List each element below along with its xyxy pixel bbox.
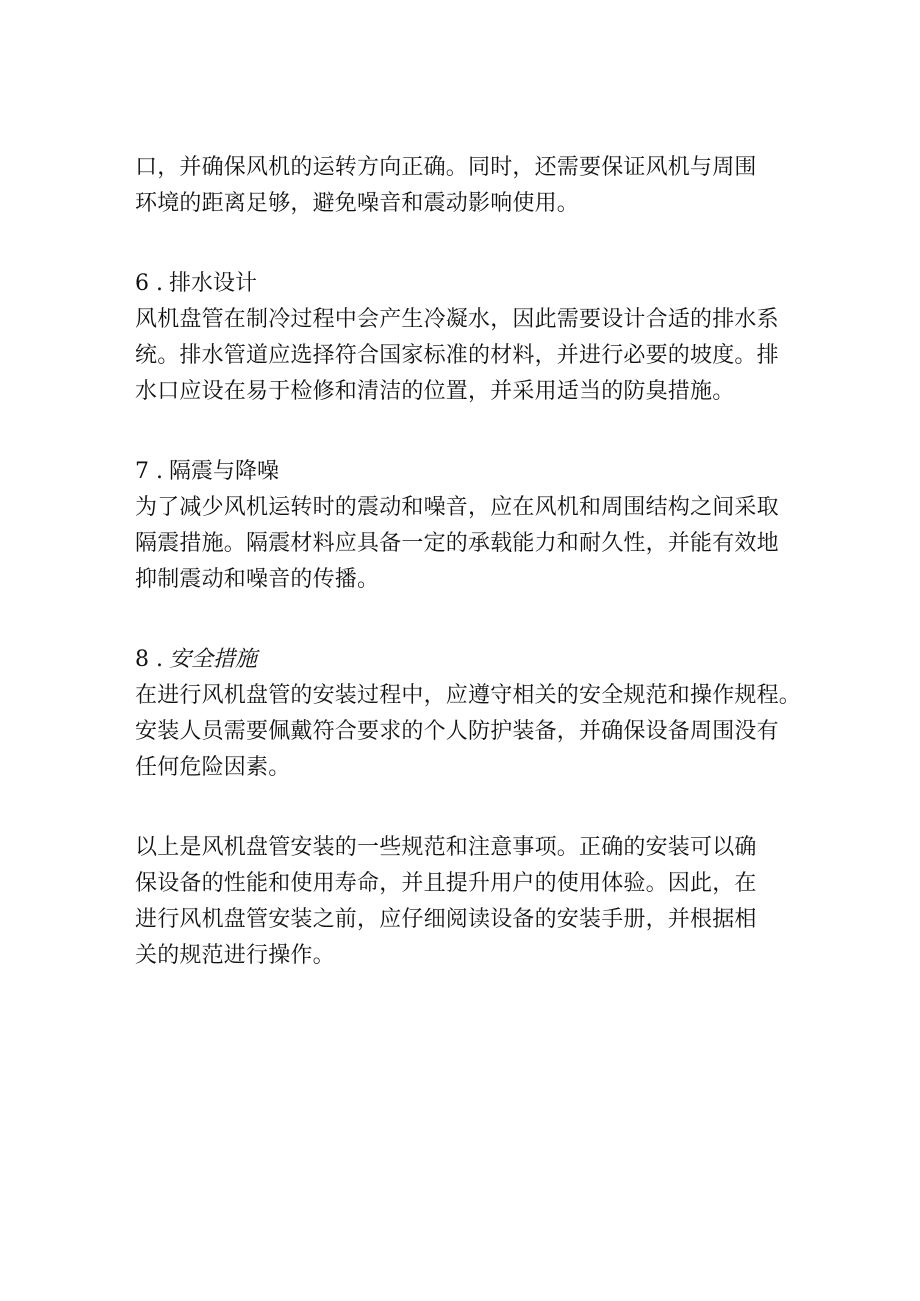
paragraph-line: 任何危险因素。 xyxy=(135,755,291,780)
paragraph-line: 环境的距离足够，避免噪音和震动影响使用。 xyxy=(135,191,580,216)
section-heading-6 xyxy=(135,266,807,302)
paragraph-line: 隔震措施。隔震材料应具备一定的承载能力和耐久性，并能有效地 xyxy=(135,531,779,556)
section-number: 6 . xyxy=(135,271,163,296)
paragraph-line: 以上是风机盘管安装的一些规范和注意事项。正确的安装可以确 xyxy=(135,835,757,860)
paragraph-line: 抑制震动和噪音的传播。 xyxy=(135,567,380,592)
section-title: 安全措施 xyxy=(168,647,257,672)
intro-paragraph xyxy=(135,150,807,222)
section-number: 7 . xyxy=(135,459,163,484)
paragraph-line: 口，并确保风机的运转方向正确。同时，还需要保证风机与周围 xyxy=(135,155,757,180)
section-paragraph-6 xyxy=(135,302,807,410)
paragraph-line: 在进行风机盘管的安装过程中，应遵守相关的安全规范和操作规程。 xyxy=(135,683,802,708)
section-heading-8 xyxy=(135,642,807,678)
paragraph-line: 保设备的性能和使用寿命，并且提升用户的使用体验。因此，在 xyxy=(135,871,757,896)
section-heading-7 xyxy=(135,454,807,490)
paragraph-line: 风机盘管在制冷过程中会产生冷凝水，因此需要设计合适的排水系 xyxy=(135,307,779,332)
paragraph-line: 关的规范进行操作。 xyxy=(135,943,335,968)
section-title: 排水设计 xyxy=(168,271,257,296)
paragraph-line: 统。排水管道应选择符合国家标准的材料，并进行必要的坡度。排 xyxy=(135,343,779,368)
section-title: 隔震与降噪 xyxy=(168,459,279,484)
paragraph-line: 水口应设在易于检修和清洁的位置，并采用适当的防臭措施。 xyxy=(135,379,735,404)
paragraph-line: 为了减少风机运转时的震动和噪音，应在风机和周围结构之间采取 xyxy=(135,495,779,520)
section-paragraph-7 xyxy=(135,490,807,598)
document-body xyxy=(135,150,807,974)
paragraph-line: 安装人员需要佩戴符合要求的个人防护装备，并确保设备周围没有 xyxy=(135,719,779,744)
conclusion-paragraph xyxy=(135,830,807,974)
section-number: 8 . xyxy=(135,647,163,672)
section-paragraph-8 xyxy=(135,678,807,786)
paragraph-line: 进行风机盘管安装之前，应仔细阅读设备的安装手册，并根据相 xyxy=(135,907,757,932)
